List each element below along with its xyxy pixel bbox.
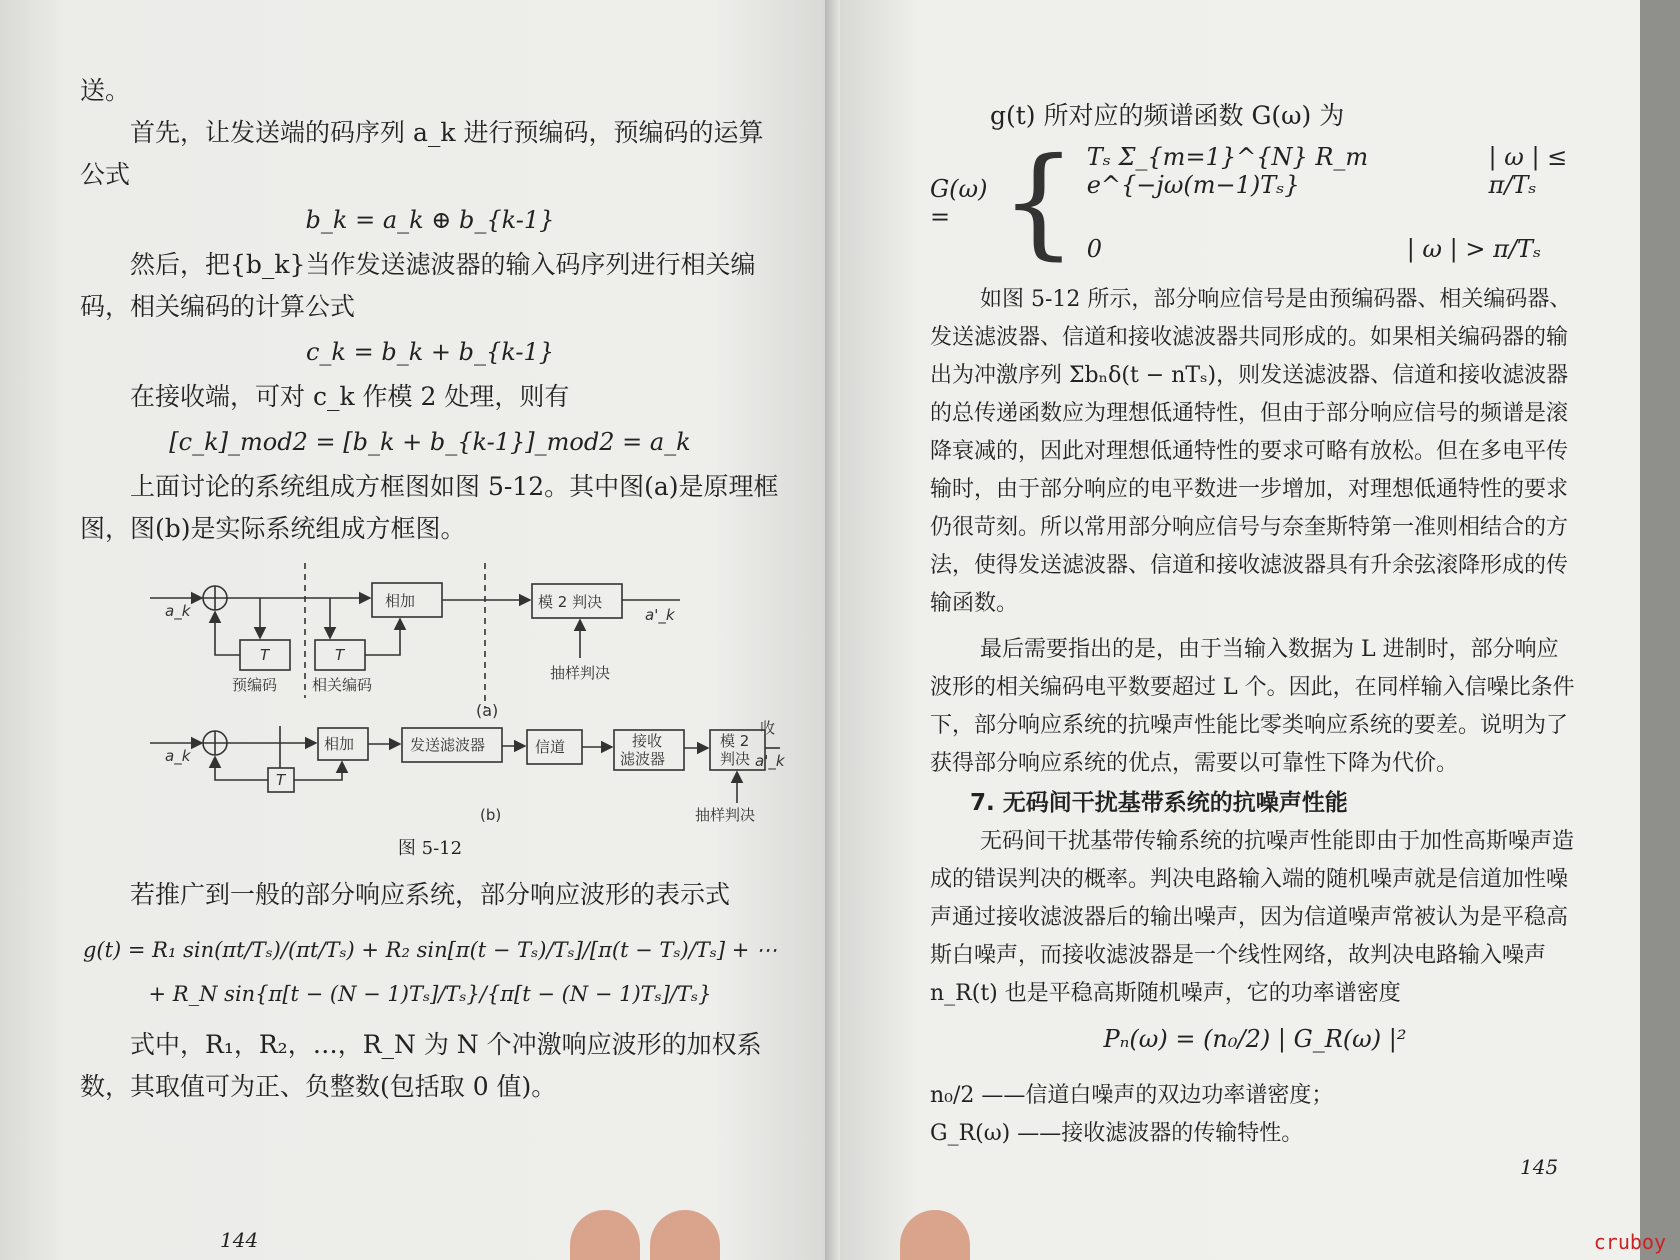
left-para-1: 首先，让发送端的码序列 a_k 进行预编码，预编码的运算公式 <box>80 118 764 189</box>
left-formula-4: g(t) = R₁ sin(πt/Tₛ)/(πt/Tₛ) + R₂ sin[π(t − Tₛ)/Tₛ]/[π(t − Tₛ)/Tₛ] + ⋯ <box>82 938 778 962</box>
diagram-output-b: a'_k <box>755 752 785 770</box>
left-formula-3: [c_k]_mod2 = [b_k + b_{k-1}]_mod2 = a_k <box>169 428 691 456</box>
figure-caption: 图 5-12 <box>397 838 463 859</box>
diagram-input-b: a_k <box>165 747 191 765</box>
rx-filter-label-1: 接收 <box>632 732 663 750</box>
tx-filter-label: 发送滤波器 <box>410 736 486 754</box>
mod2-label-b2: 判决 <box>720 750 751 768</box>
delay-label-2: T <box>335 646 345 664</box>
precode-label: 预编码 <box>232 676 278 694</box>
channel-label: 信道 <box>535 738 566 756</box>
right-para-3: 最后需要指出的是，由于当输入数据为 L 进制时，部分响应波形的相关编码电平数要超过 L 个。因此，在同样输入信噪比条件下，部分响应系统的抗噪声性能比零类响应系统的要差。说明为了获得部分响应系统的优点，需要以可靠性下降为代价。 <box>930 637 1575 776</box>
spectrum-case-1: Tₛ Σ_{m=1}^{N} R_m e^{−jω(m−1)Tₛ} <box>1086 143 1369 199</box>
definition-1: n₀/2 ——信道白噪声的双边功率谱密度； <box>930 1083 1334 1108</box>
right-formula-1: Pₙ(ω) = (n₀/2) | G_R(ω) |² <box>1103 1025 1407 1053</box>
left-para-2: 然后，把{b_k}当作发送滤波器的输入码序列进行相关编码，相关编码的计算公式 <box>80 250 756 321</box>
watermark: cruboy <box>1593 1230 1666 1254</box>
diagram-input-a: a_k <box>165 602 191 620</box>
definition-2: G_R(ω) ——接收滤波器的传输特性。 <box>930 1121 1304 1146</box>
receive-label: 收 <box>760 719 776 737</box>
spectrum-lhs: G(ω) = <box>930 175 988 231</box>
left-formula-1: b_k = a_k ⊕ b_{k-1} <box>305 206 555 234</box>
sample-label-b: 抽样判决 <box>695 806 756 824</box>
left-para-5: 若推广到一般的部分响应系统，部分响应波形的表示式 <box>130 880 731 909</box>
page-number-right: 145 <box>1520 1155 1559 1179</box>
brace-icon: { <box>1000 133 1077 272</box>
diagram-output-a: a'_k <box>645 606 675 624</box>
block-diagram <box>80 558 785 828</box>
delay-label-3: T <box>276 771 286 789</box>
left-top-word: 送。 <box>80 76 131 105</box>
rx-filter-label-2: 滤波器 <box>620 750 666 768</box>
delay-label-1: T <box>260 646 270 664</box>
mod2-label-a: 模 2 判决 <box>538 593 603 611</box>
caption-b: (b) <box>480 806 502 824</box>
adder-label-b: 相加 <box>324 735 355 753</box>
sample-label-a: 抽样判决 <box>550 664 611 682</box>
mod2-label-b1: 模 2 <box>720 732 750 750</box>
spectrum-case-2: 0 <box>1086 235 1102 263</box>
caption-a: (a) <box>476 701 499 720</box>
corr-label: 相关编码 <box>312 676 373 694</box>
left-para-4: 上面讨论的系统组成方框图如图 5-12。其中图(a)是原理框图，图(b)是实际系统组成方框图。 <box>80 472 779 543</box>
spectrum-formula <box>930 133 1580 272</box>
page-number-left: 144 <box>220 1228 259 1252</box>
right-para-1: g(t) 所对应的频谱函数 G(ω) 为 <box>990 101 1345 130</box>
left-para-3: 在接收端，可对 c_k 作模 2 处理，则有 <box>130 382 570 411</box>
right-para-2: 如图 5-12 所示，部分响应信号是由预编码器、相关编码器、发送滤波器、信道和接收滤波器共同形成的。如果相关编码器的输出为冲激序列 Σbₙδ(t − nTₛ)，则发送滤波器、信道和接收滤波器的总传递函数应为理想低通特性，但由于部分响应信号的频谱是滚降衰减的，因此对理想低通特性的要求可略有放松。但在多电平传输时，由于部分响应的电平数进一步增加，对理想低通特性的要求仍很苛刻。所以常用部分响应信号与奈奎斯特第一准则相结合的方法，使得发送滤波器、信道和接收滤波器具有升余弦滚降形成的传输函数。 <box>930 287 1572 616</box>
left-formula-5: + R_N sin{π[t − (N − 1)Tₛ]/Tₛ}/{π[t − (N − 1)Tₛ]/Tₛ} <box>148 982 712 1006</box>
spectrum-cond-1: | ω | ≤ π/Tₛ <box>1488 143 1568 199</box>
right-para-4: 无码间干扰基带传输系统的抗噪声性能即由于加性高斯噪声造成的错误判决的概率。判决电路输入端的随机噪声就是信道加性噪声通过接收滤波器后的输出噪声，因为信道噪声常被认为是平稳高斯白噪声，而接收滤波器是一个线性网络，故判决电路输入噪声 n_R(t) 也是平稳高斯随机噪声，它的功率谱密度 <box>930 829 1575 1006</box>
left-formula-2: c_k = b_k + b_{k-1} <box>305 338 555 366</box>
section-heading: 7. 无码间干扰基带系统的抗噪声性能 <box>970 790 1348 816</box>
right-page <box>840 0 1640 1260</box>
adder-label-a: 相加 <box>385 592 416 610</box>
spectrum-cond-2: | ω | > π/Tₛ <box>1406 235 1542 263</box>
left-para-6: 式中，R₁，R₂，…，R_N 为 N 个冲激响应波形的加权系数，其取值可为正、负整数(包括取 0 值)。 <box>80 1030 762 1101</box>
